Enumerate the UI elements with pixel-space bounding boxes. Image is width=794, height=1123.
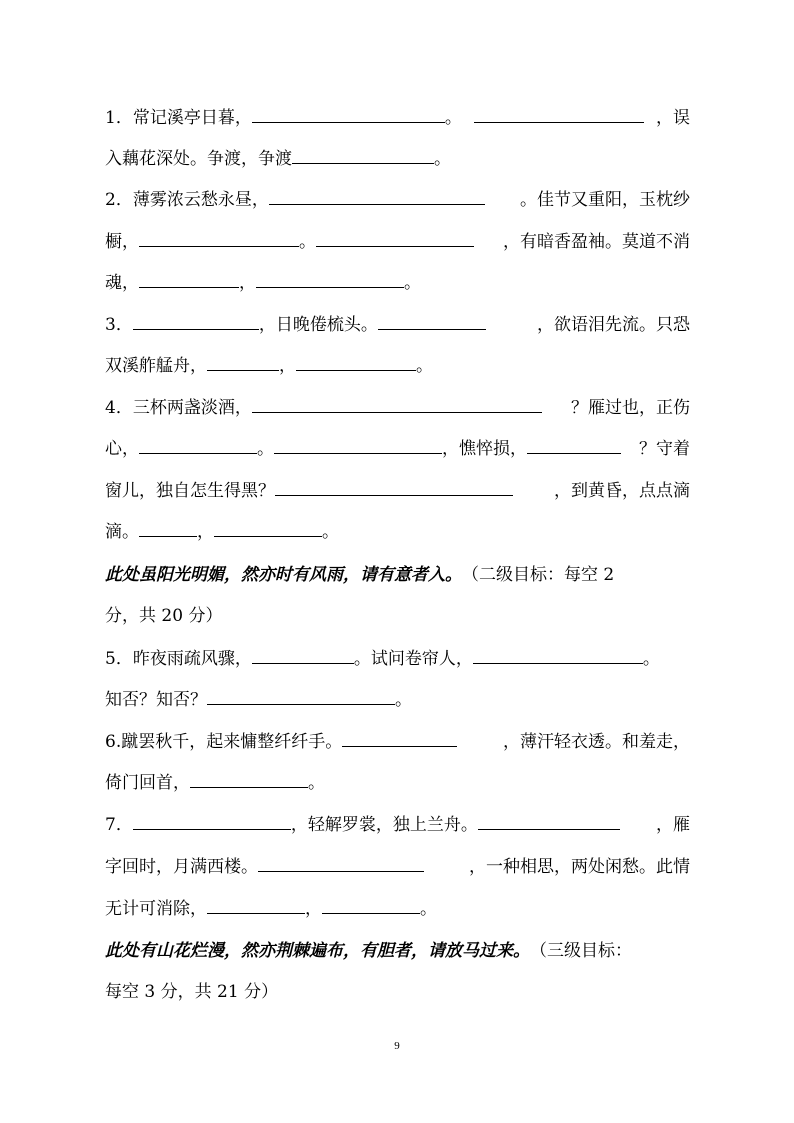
question-4-line-1: 4．三杯两盏淡酒， ？雁过也，正伤 [105,394,690,422]
question-7-line-3: 无计可消除， ， 。 [105,895,690,923]
answer-blank[interactable] [473,646,643,664]
answer-blank[interactable] [527,436,621,454]
answer-blank[interactable] [269,187,485,205]
answer-blank[interactable] [190,770,308,788]
answer-blank[interactable] [296,353,416,371]
question-3-line-2: 双溪舴艋舟， ， 。 [105,352,690,380]
page-number: 9 [394,1040,400,1052]
answer-blank[interactable] [252,395,542,413]
answer-blank[interactable] [322,896,420,914]
text: 1．常记溪亭日暮， [105,108,252,128]
question-2-line-2: 橱， 。 ，有暗香盈袖。莫道不消 [105,228,690,256]
question-2-line-1: 2．薄雾浓云愁永昼， 。佳节又重阳，玉枕纱 [105,186,690,214]
question-4-line-3: 窗儿，独自怎生得黑？ ，到黄昏，点点滴 [105,477,690,505]
level-3-heading: 此处有山花烂漫，然亦荆棘遍布，有胆者，请放马过来。（三级目标： [105,941,632,961]
question-1-line-1: 1．常记溪亭日暮， 。 ，误 [105,104,690,132]
level-2-heading: 此处虽阳光明媚，然亦时有风雨，请有意者入。（二级目标：每空 2 [105,565,615,585]
answer-blank[interactable] [274,436,442,454]
answer-blank[interactable] [207,896,305,914]
answer-blank[interactable] [207,353,279,371]
question-3-line-1: 3． ，日晚倦梳头。 ，欲语泪先流。只恐 [105,311,690,339]
question-4-line-4: 滴。 ， 。 [105,518,690,546]
answer-blank[interactable] [133,312,259,330]
question-5-line-2: 知否？知否？ 。 [105,686,690,714]
answer-blank[interactable] [139,229,299,247]
answer-blank[interactable] [133,812,291,830]
answer-blank[interactable] [139,270,239,288]
answer-blank[interactable] [256,270,404,288]
question-7-line-1: 7． ，轻解罗裳，独上兰舟。 ，雁 [105,811,690,839]
answer-blank[interactable] [252,646,354,664]
answer-blank[interactable] [252,105,445,123]
answer-blank[interactable] [275,478,513,496]
answer-blank[interactable] [316,229,474,247]
level-2-heading-continued: 分，共 20 分） [105,606,223,626]
question-6-line-1: 6.蹴罢秋千，起来慵整纤纤手。 ，薄汗轻衣透。和羞走， [105,728,690,756]
question-4-line-2: 心， 。 ，憔悴损， ？守着 [105,435,690,463]
answer-blank[interactable] [258,854,424,872]
answer-blank[interactable] [139,436,257,454]
level-3-heading-continued: 每空 3 分，共 21 分） [105,982,279,1002]
answer-blank[interactable] [474,105,644,123]
answer-blank[interactable] [378,312,486,330]
answer-blank[interactable] [342,729,457,747]
answer-blank[interactable] [139,519,197,537]
question-1-line-2: 入藕花深处。争渡，争渡 。 [105,145,690,173]
answer-blank[interactable] [292,146,434,164]
question-2-line-3: 魂， ， 。 [105,269,690,297]
question-6-line-2: 倚门回首， 。 [105,769,690,797]
answer-blank[interactable] [478,812,620,830]
question-5-line-1: 5．昨夜雨疏风骤， 。试问卷帘人， 。 [105,645,690,673]
answer-blank[interactable] [214,519,322,537]
question-7-line-2: 字回时，月满西楼。 ，一种相思，两处闲愁。此情 [105,853,690,881]
answer-blank[interactable] [207,687,395,705]
